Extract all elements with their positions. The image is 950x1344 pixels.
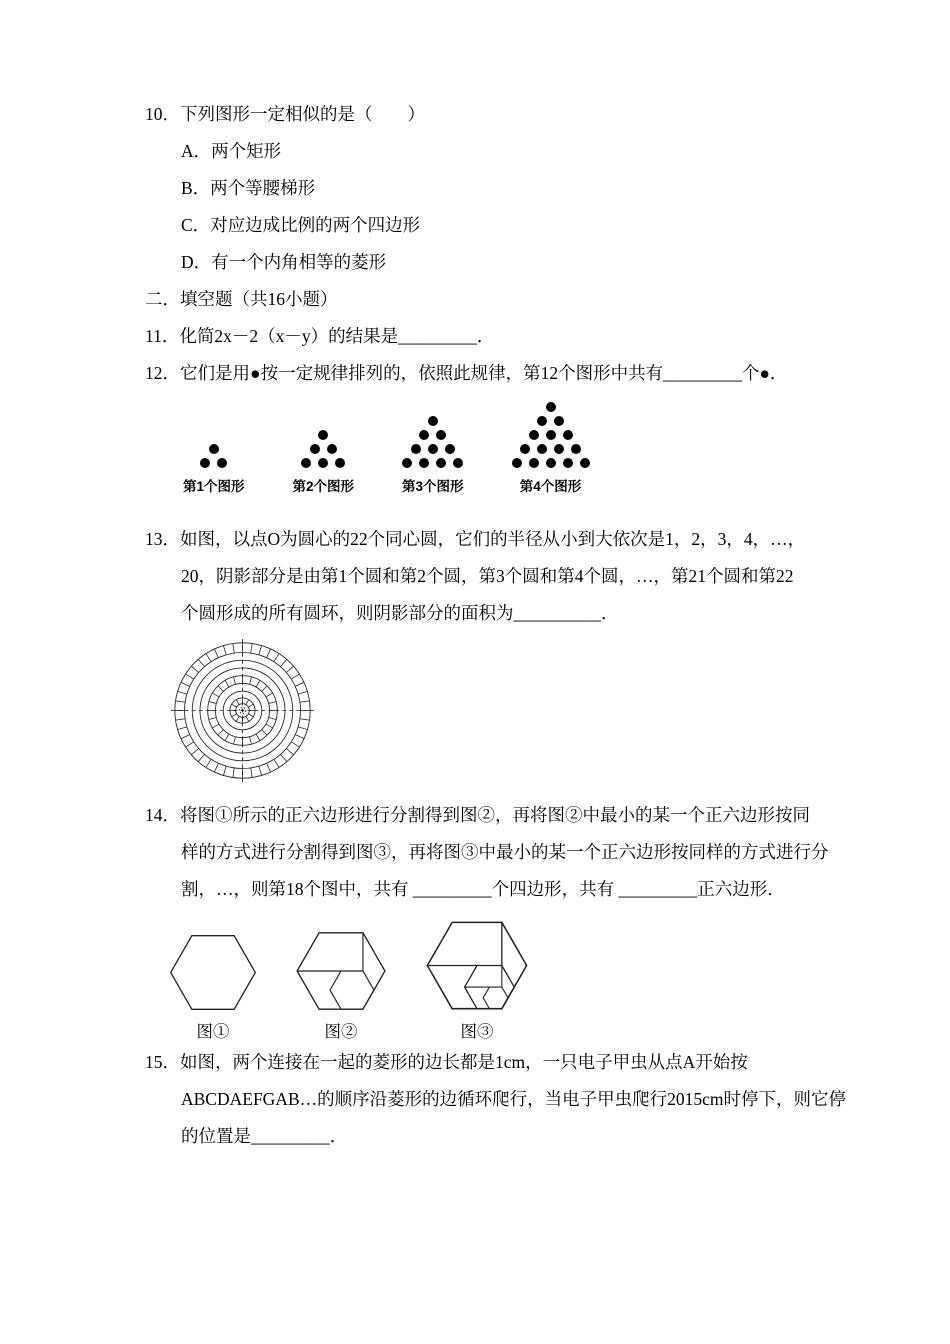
- q14-hexagon-figures: [167, 918, 850, 1042]
- dot-icon: [546, 402, 556, 412]
- question-11-text: 11．化简2x－2（x－y）的结果是_________．: [145, 326, 495, 346]
- dot-icon: [537, 444, 547, 454]
- dot-icon: [529, 430, 539, 440]
- dot-icon: [580, 458, 590, 468]
- dot-icon: [428, 416, 438, 426]
- hexagon-figure-1: [167, 932, 259, 1042]
- dot-icon: [419, 458, 429, 468]
- dot-triangle: [402, 416, 463, 468]
- section-2-title: 二．填空题（共16小题）: [145, 289, 338, 309]
- dot-figure-2: [293, 430, 355, 495]
- q13-concentric-circles-figure: [170, 638, 850, 783]
- dot-icon: [546, 430, 556, 440]
- dot-triangle: [301, 430, 345, 468]
- dot-icon: [571, 444, 581, 454]
- q12-dot-figures: [183, 402, 850, 495]
- question-13-line-2: 20，阴影部分是由第1个圆和第2个圆，第3个圆和第4个圆，…，第21个圆和第22: [181, 566, 794, 586]
- hexagon-label-2: 图②: [324, 1022, 358, 1041]
- dot-icon: [529, 458, 539, 468]
- dot-icon: [563, 430, 573, 440]
- question-10: [145, 96, 850, 281]
- question-13-line-3: 个圆形成的所有圆环，则阴影部分的面积为__________．: [181, 603, 619, 623]
- question-10-option-c: C．对应边成比例的两个四边形: [181, 215, 421, 235]
- question-15-line-3: 的位置是_________．: [181, 1126, 348, 1146]
- question-15-line-1: 15．如图，两个连接在一起的菱形的边长都是1cm，一只电子甲虫从点A开始按: [145, 1052, 748, 1072]
- dot-icon: [563, 458, 573, 468]
- hexagon-figure-2: [293, 929, 389, 1042]
- hexagon-figure-3: [423, 918, 531, 1042]
- question-10-stem: 10．下列图形一定相似的是（ ）: [145, 104, 425, 124]
- dot-icon: [318, 458, 328, 468]
- dot-icon: [436, 430, 446, 440]
- dot-icon: [520, 444, 530, 454]
- question-13-line-1: 13．如图，以点O为圆心的22个同心圆，它们的半径从小到大依次是1，2，3，4，…，: [145, 529, 806, 549]
- dot-figure-4: [512, 402, 590, 495]
- dot-icon: [436, 458, 446, 468]
- dot-icon: [546, 458, 556, 468]
- dot-figure-label: 第3个图形: [402, 479, 464, 494]
- dot-icon: [335, 458, 345, 468]
- question-10-option-b: B．两个等腰梯形: [181, 178, 316, 198]
- question-12: [145, 355, 850, 495]
- question-15: [145, 1044, 850, 1155]
- dot-figure-1: [183, 444, 245, 495]
- dot-icon: [554, 444, 564, 454]
- dot-figure-label: 第4个图形: [519, 479, 582, 494]
- dot-triangle: [200, 444, 227, 468]
- dot-icon: [301, 458, 311, 468]
- hexagon-svg-1: [167, 932, 259, 1013]
- dot-icon: [428, 444, 438, 454]
- dot-icon: [512, 458, 522, 468]
- question-10-option-d: D．有一个内角相等的菱形: [181, 252, 387, 272]
- question-13: [145, 521, 850, 783]
- dot-icon: [453, 458, 463, 468]
- dot-icon: [411, 444, 421, 454]
- dot-figure-label: 第2个图形: [292, 479, 355, 494]
- question-14-line-3: 割，…，则第18个图中，共有 _________个四边形，共有 _________正六边形．: [181, 879, 785, 899]
- dot-icon: [209, 444, 219, 454]
- hexagon-label-3: 图③: [460, 1022, 494, 1041]
- question-14-line-1: 14．将图①所示的正六边形进行分割得到图②，再将图②中最小的某一个正六边形按同: [145, 805, 810, 825]
- dot-icon: [402, 458, 412, 468]
- question-12-text: 12．它们是用●按一定规律排列的，依照此规律，第12个图形中共有_________个●．: [145, 363, 788, 383]
- question-10-option-a: A．两个矩形: [181, 141, 282, 161]
- dot-triangle: [512, 402, 590, 468]
- hexagon-label-1: 图①: [196, 1022, 230, 1041]
- dot-icon: [554, 416, 564, 426]
- dot-icon: [318, 430, 328, 440]
- question-15-line-2: ABCDAEFGAB…的顺序沿菱形的边循环爬行，当电子甲虫爬行2015cm时停下，则它停: [181, 1089, 847, 1109]
- question-14-line-2: 样的方式进行分割得到图③，再将图③中最小的某一个正六边形按同样的方式进行分: [181, 842, 829, 862]
- dot-icon: [310, 444, 320, 454]
- hexagon-svg-3: [423, 918, 531, 1013]
- dot-icon: [445, 444, 455, 454]
- dot-icon: [419, 430, 429, 440]
- dot-figure-label: 第1个图形: [183, 479, 245, 494]
- concentric-circles-svg: [170, 638, 315, 783]
- dot-figure-3: [402, 416, 464, 495]
- dot-icon: [200, 458, 210, 468]
- dot-icon: [217, 458, 227, 468]
- question-14: [145, 797, 850, 1042]
- dot-icon: [537, 416, 547, 426]
- dot-icon: [327, 444, 337, 454]
- hexagon-svg-2: [293, 929, 389, 1013]
